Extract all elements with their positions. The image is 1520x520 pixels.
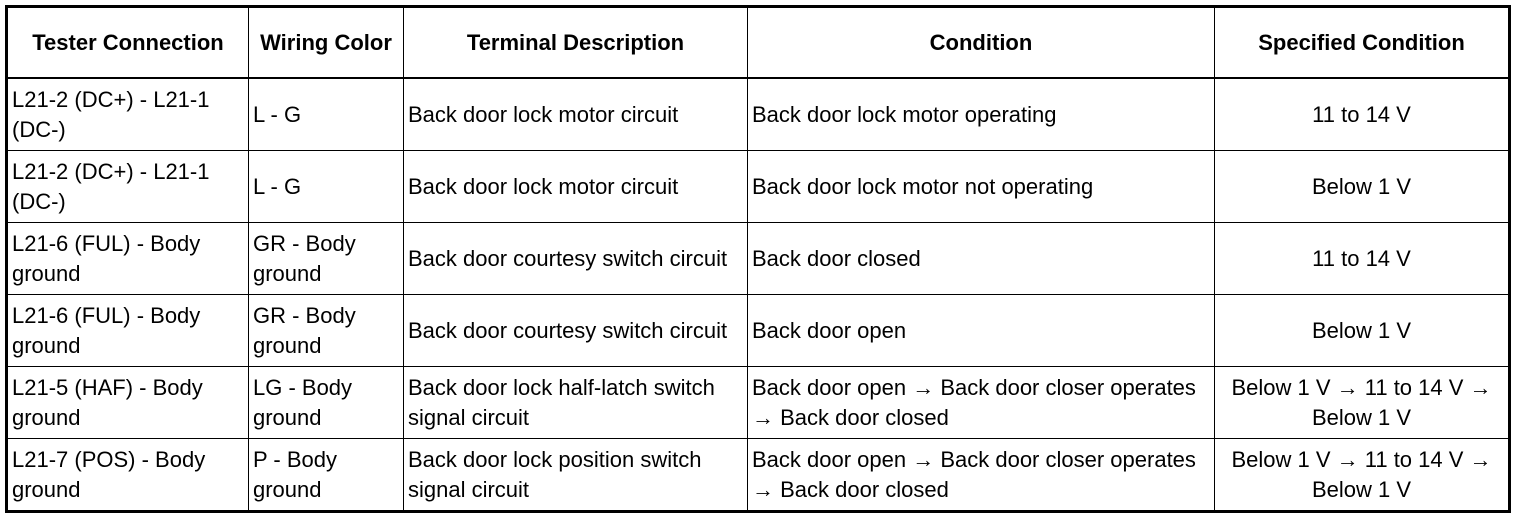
cell-specified-condition: Below 1 V → 11 to 14 V → Below 1 V (1215, 439, 1510, 512)
cell-wiring-color: GR - Body ground (249, 295, 404, 367)
cell-tester-connection: L21-7 (POS) - Body ground (7, 439, 249, 512)
cell-condition: Back door lock motor operating (748, 78, 1215, 151)
cell-specified-condition: Below 1 V (1215, 295, 1510, 367)
table-row (7, 78, 1510, 151)
cell-specified-condition: Below 1 V → 11 to 14 V → Below 1 V (1215, 367, 1510, 439)
table-row (7, 223, 1510, 295)
header-condition: Condition (748, 7, 1215, 79)
cell-condition: Back door lock motor not operating (748, 151, 1215, 223)
table-header (7, 7, 1510, 79)
cell-wiring-color: LG - Body ground (249, 367, 404, 439)
header-wiring-color: Wiring Color (249, 7, 404, 79)
header-specified-condition: Specified Condition (1215, 7, 1510, 79)
cell-condition: Back door open (748, 295, 1215, 367)
cell-tester-connection: L21-6 (FUL) - Body ground (7, 295, 249, 367)
cell-specified-condition: 11 to 14 V (1215, 223, 1510, 295)
table-row (7, 367, 1510, 439)
cell-terminal-description: Back door courtesy switch circuit (404, 295, 748, 367)
cell-condition: Back door open → Back door closer operates → Back door closed (748, 439, 1215, 512)
cell-tester-connection: L21-2 (DC+) - L21-1 (DC-) (7, 151, 249, 223)
cell-specified-condition: Below 1 V (1215, 151, 1510, 223)
cell-tester-connection: L21-2 (DC+) - L21-1 (DC-) (7, 78, 249, 151)
header-tester-connection: Tester Connection (7, 7, 249, 79)
table-row (7, 151, 1510, 223)
cell-condition: Back door closed (748, 223, 1215, 295)
cell-terminal-description: Back door lock position switch signal circuit (404, 439, 748, 512)
header-terminal-description: Terminal Description (404, 7, 748, 79)
cell-condition: Back door open → Back door closer operates → Back door closed (748, 367, 1215, 439)
cell-wiring-color: GR - Body ground (249, 223, 404, 295)
cell-terminal-description: Back door lock motor circuit (404, 78, 748, 151)
header-row (7, 7, 1510, 79)
table-body (7, 78, 1510, 512)
cell-terminal-description: Back door courtesy switch circuit (404, 223, 748, 295)
cell-specified-condition: 11 to 14 V (1215, 78, 1510, 151)
cell-tester-connection: L21-6 (FUL) - Body ground (7, 223, 249, 295)
tester-connection-table (5, 5, 1511, 513)
table-row (7, 295, 1510, 367)
cell-wiring-color: L - G (249, 78, 404, 151)
cell-wiring-color: P - Body ground (249, 439, 404, 512)
spec-table-container (5, 5, 1511, 513)
cell-terminal-description: Back door lock motor circuit (404, 151, 748, 223)
cell-terminal-description: Back door lock half-latch switch signal circuit (404, 367, 748, 439)
cell-tester-connection: L21-5 (HAF) - Body ground (7, 367, 249, 439)
cell-wiring-color: L - G (249, 151, 404, 223)
table-row (7, 439, 1510, 512)
